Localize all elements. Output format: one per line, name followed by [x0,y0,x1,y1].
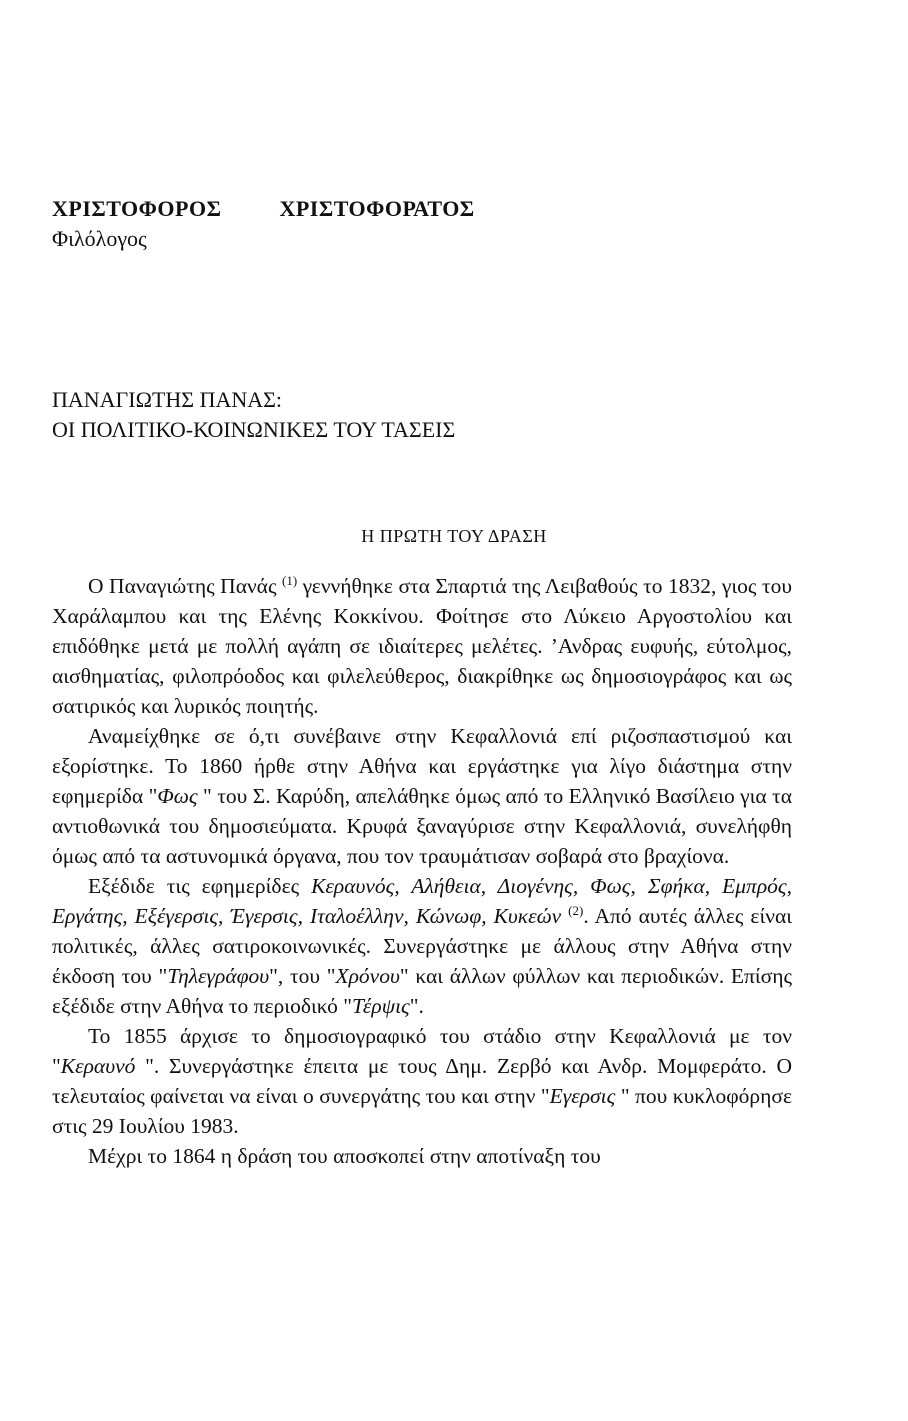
paragraph-1 [52,571,792,721]
text-run: . Από αυτές άλλες είναι πολιτικές, άλλες σατιροκοινωνικές. Συνεργάστηκε με άλλους στην Αθήνα στην έκδοση του " [52,904,793,988]
section-heading: Η ΠΡΩΤΗ ΤΟΥ ΔΡΑΣΗ [361,526,547,546]
italic-run: Χρόνου [335,964,400,988]
footnote-ref-2: (2) [568,902,584,918]
text-run: " και άλλων φύλλων και περιοδικών. Επίσης εξέδιδε στην Αθήνα το περιοδικό " [52,964,793,1018]
text-run: " του Σ. Καρύδη, απελάθηκε όμως από το Ελληνικό Βασίλειο για τα αντιοθωνικά του δημοσιεύματα. Κρυφά ξαναγύρισε στην Κεφαλλονιά, συνελήφθη όμως από τα αστυνομικά όργανα, που τον τραυμάτισαν σοβαρά στο βραχίονα. [52,784,792,868]
author-first-name: ΧΡΙΣΤΟΦΟΡΟΣ [52,196,222,221]
author-block [52,196,475,252]
paragraph-4 [52,1021,792,1141]
text-run: ". Συνεργάστηκε έπειτα με τους Δημ. Ζερβό και Ανδρ. Μομφεράτο. Ο τελευταίος φαίνεται να είναι ο συνεργάτης του και στην " [52,1054,792,1108]
paragraph-2 [52,721,792,871]
italic-run: Εγερσις [549,1084,616,1108]
text-run: γεννήθηκε στα Σπαρτιά της Λειβαθούς το 1832, γιος του Χαράλαμπου και της Ελένης Κοκκίνου. Φοίτησε στο Λύκειο Αργοστολίου και επιδόθηκε μετά με πολλή αγάπη σε ιδιαίτερες μελέτες. ’Ανδρας ευφυής, εύτολμος, αισθηματίας, φιλοπρόοδος και φιλελεύθερος, διακρίθηκε ως δημοσιογράφος και ως σατιρικός και λυρικός ποιητής. [52,574,792,718]
author-name [52,196,475,222]
author-role: Φιλόλογος [52,226,147,251]
title-line-2: ΟΙ ΠΟΛΙΤΙΚΟ-ΚΟΙΝΩΝΙΚΕΣ ΤΟΥ ΤΑΣΕΙΣ [52,417,456,442]
text-run: Εξέδιδε τις εφημερίδες [88,874,312,898]
paragraph-5 [52,1141,792,1171]
text-run: Το 1855 άρχισε το δημοσιογραφικό του στάδιο στην Κεφαλλονιά με τον " [52,1024,792,1078]
article-title [52,385,455,445]
text-run: ". [409,994,424,1018]
italic-run: Κεραυνό [60,1054,136,1078]
text-run: Αναμείχθηκε σε ό,τι συνέβαινε στην Κεφαλλονιά επί ριζοσπαστισμού και εξορίστηκε. Το 1860 ήρθε στην Αθήνα και εργάστηκε για λίγο διάστημα στην εφημερίδα " [52,724,792,808]
author-last-name: ΧΡΙΣΤΟΦΟΡΑΤΟΣ [279,196,475,221]
text-run: Ο Παναγιώτης Πανάς [88,574,282,598]
body-text [52,571,792,1171]
text-run: Μέχρι το 1864 η δράση του αποσκοπεί στην αποτίναξη του [88,1144,601,1168]
italic-run: Κεραυνός, Αλήθεια, Διογένης, Φως, Σφήκα, Εμπρός, Εργάτης, Εξέγερσις, Έγερσις, Ιταλοέλλην, Κώνωφ, Κυκεών [52,874,792,928]
title-line-1: ΠΑΝΑΓΙΩΤΗΣ ΠΑΝΑΣ: [52,387,283,412]
italic-run: Φως [157,784,198,808]
italic-run: Τέρψις [352,994,410,1018]
text-run: ", του " [269,964,336,988]
paragraph-3 [52,871,792,1021]
text-run: " που κυκλοφόρησε στις 29 Ιουλίου 1983. [52,1084,793,1138]
footnote-ref-1: (1) [281,572,298,588]
italic-run: Τηλεγράφου [167,964,270,988]
